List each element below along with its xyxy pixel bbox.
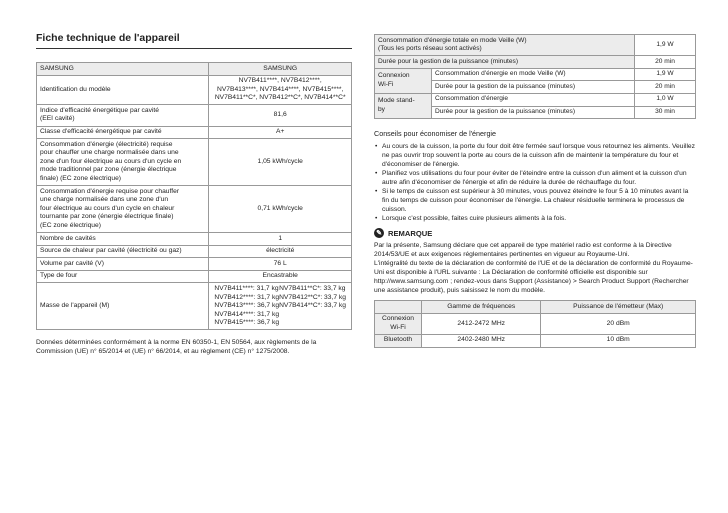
spec-value: NV7B411****, NV7B412****, NV7B413****, NV7B414****, NV7B415****, NV7B411**C*, NV7B412**C*, NV7B414**C* xyxy=(209,75,352,105)
spec-value: 76 L xyxy=(209,258,352,271)
note-icon: ✎ xyxy=(374,228,384,238)
spec-label: Classe d'efficacité énergétique par cavité xyxy=(37,126,209,139)
spec-row xyxy=(37,258,352,271)
spec-label: Nombre de cavités xyxy=(37,233,209,246)
spec-table xyxy=(36,62,352,330)
wifi-row-value: 20 min xyxy=(635,81,696,94)
wifi-group-label: Connexion Wi-Fi xyxy=(375,68,432,93)
spec-row xyxy=(37,245,352,258)
standby-total-label: Consommation d'énergie totale en mode Veille (W) (Tous les ports réseau sont activés) xyxy=(375,35,635,56)
standby-mode-row-label: Consommation d'énergie xyxy=(432,93,635,106)
spec-label: Type de four xyxy=(37,270,209,283)
spec-row xyxy=(37,75,352,105)
freq-row-name: Bluetooth xyxy=(375,334,422,347)
tips-list xyxy=(374,142,696,223)
footnote: Données déterminées conformément à la norme EN 60350-1, EN 50564, aux règlements de la Commission (UE) n° 65/2014 et (UE) n° 66/2014, et au règlement (CE) n° 1275/2008. xyxy=(36,339,317,356)
masse-entry: NV7B412****: 31,7 kg xyxy=(214,293,280,301)
standby-table xyxy=(374,34,696,119)
right-section xyxy=(374,34,696,348)
spec-value: 1 xyxy=(209,233,352,246)
freq-row-range: 2402-2480 MHz xyxy=(422,334,541,347)
spec-label: SAMSUNG xyxy=(37,63,209,76)
masse-values xyxy=(209,283,352,330)
masse-entry: NV7B414****: 31,7 kg xyxy=(214,310,280,318)
spec-label: Masse de l'appareil (M) xyxy=(37,283,209,330)
spec-section xyxy=(36,32,352,363)
spec-value: 0,71 kWh/cycle xyxy=(209,186,352,233)
spec-row xyxy=(37,139,352,186)
spec-row xyxy=(37,126,352,139)
standby-mode-group-label: Mode stand- by xyxy=(375,93,432,118)
masse-entry: NV7B411****: 31,7 kg xyxy=(214,284,279,292)
remarque-title: REMARQUE xyxy=(388,228,433,238)
masse-entry: NV7B415****: 36,7 kg xyxy=(214,319,280,327)
spec-row xyxy=(37,105,352,126)
tip-item: • Lorsque c'est possible, faites cuire plusieurs aliments à la fois. xyxy=(382,214,696,223)
spec-label: Indice d'efficacité énergétique par cavité (EEI cavité) xyxy=(37,105,209,126)
spec-label: Consommation d'énergie requise pour chauffer une charge normalisée dans une zone d'un four électrique au cours d'un cycle en chaleur tournante par zone (énergie électrique finale) (EC zone électrique) xyxy=(37,186,209,233)
frequency-table xyxy=(374,300,696,347)
freq-header-cell: Puissance de l'émetteur (Max) xyxy=(541,301,696,314)
spec-label: Identification du modèle xyxy=(37,75,209,105)
tip-item: • Planifiez vos utilisations du four pour éviter de l'éteindre entre la cuisson d'un aliment et la cuisson d'un autre afin d'économiser de l'énergie et afin de réduire la durée de réchauffage du four. xyxy=(382,169,696,187)
spec-label: Source de chaleur par cavité (électricité ou gaz) xyxy=(37,245,209,258)
wifi-row-label: Durée pour la gestion de la puissance (minutes) xyxy=(432,81,635,94)
spec-row xyxy=(37,270,352,283)
wifi-row-value: 1,9 W xyxy=(635,68,696,81)
masse-entry: NV7B412**C*: 33,7 kg xyxy=(279,293,346,301)
remarque-heading xyxy=(374,228,696,238)
freq-row-power: 20 dBm xyxy=(541,313,696,334)
standby-mode-row-label: Durée pour la gestion de la puissance (minutes) xyxy=(432,106,635,119)
spec-value: 1,05 kWh/cycle xyxy=(209,139,352,186)
tip-item: • Au cours de la cuisson, la porte du four doit être fermée sauf lorsque vous retournez les aliments. Veuillez ne pas ouvrir trop souvent la porte au cours de la cuisson afin de maintenir la température du four et d'économiser de l'énergie. xyxy=(382,142,696,169)
standby-total-value: 1,9 W xyxy=(635,35,696,56)
spec-row xyxy=(37,233,352,246)
wifi-row-label: Consommation d'énergie en mode Veille (W) xyxy=(432,68,635,81)
spec-label: Consommation d'énergie (électricité) requise pour chauffer une charge normalisée dans une zone d'un four électrique au cours d'un cycle en mode traditionnel par zone (énergie électrique finale) (EC zone électrique) xyxy=(37,139,209,186)
spec-value: électricité xyxy=(209,245,352,258)
standby-duration-value: 20 min xyxy=(635,56,696,69)
freq-row-name: Connexion Wi-Fi xyxy=(375,313,422,334)
freq-row-power: 10 dBm xyxy=(541,334,696,347)
masse-column xyxy=(279,285,346,328)
spec-value: Encastrable xyxy=(209,270,352,283)
standby-mode-row-value: 1,0 W xyxy=(635,93,696,106)
masse-entry: NV7B413****: 36,7 kg xyxy=(214,302,280,310)
spec-value: A+ xyxy=(209,126,352,139)
section-title: Fiche technique de l'appareil xyxy=(36,32,352,49)
tips-title: Conseils pour économiser de l'énergie xyxy=(374,129,497,139)
spec-row-masse xyxy=(37,283,352,330)
masse-entry: NV7B411**C*: 33,7 kg xyxy=(279,284,346,292)
spec-label: Volume par cavité (V) xyxy=(37,258,209,271)
masse-column xyxy=(214,285,279,328)
spec-value: 81,6 xyxy=(209,105,352,126)
remarque-paragraph: Par la présente, Samsung déclare que cet appareil de type matériel radio est conforme à la Directive 2014/53/UE et aux exigences réglementaires pertinentes en vigueur au Royaume-Uni. xyxy=(374,242,672,259)
spec-row xyxy=(37,63,352,76)
standby-mode-row-value: 30 min xyxy=(635,106,696,119)
spec-row xyxy=(37,186,352,233)
freq-header-cell xyxy=(375,301,422,314)
freq-header-cell: Gamme de fréquences xyxy=(422,301,541,314)
tip-item: • Si le temps de cuisson est supérieur à 30 minutes, vous pouvez éteindre le four 5 à 10 minutes avant la fin du temps de cuisson pour économiser de l'énergie. La chaleur résiduelle terminera le processus de cuisson. xyxy=(382,187,696,214)
remarque-paragraph: L'intégralité du texte de la déclaration de conformité de l'UE et de la déclaration de conformité du Royaume-Uni est disponible à l'URL suivante : La Déclaration de conformité officielle est disponible sur http://www.samsung.com ; rendez-vous dans Support (Assistance) > Search Product Support (Rechercher une assistance produit), puis saisissez le nom du modèle. xyxy=(374,260,693,295)
standby-duration-label: Durée pour la gestion de la puissance (minutes) xyxy=(375,56,635,69)
spec-value: SAMSUNG xyxy=(209,63,352,76)
freq-row-range: 2412-2472 MHz xyxy=(422,313,541,334)
masse-entry: NV7B414**C*: 33,7 kg xyxy=(279,302,346,310)
